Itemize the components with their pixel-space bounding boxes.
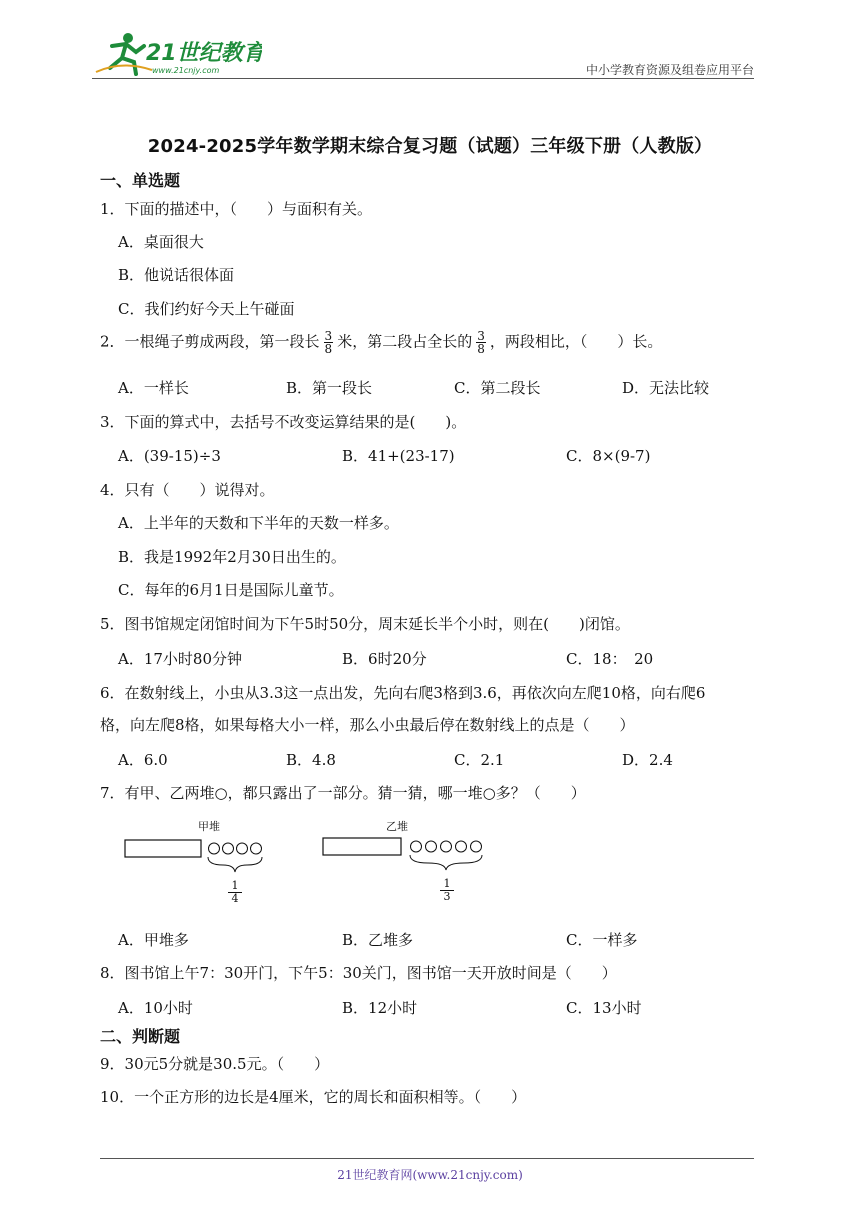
q7-option-a: A．甲堆多 [118, 931, 189, 949]
q7-fig1-numerator: 1 [228, 880, 242, 893]
footer-divider [100, 1158, 754, 1159]
q7-figure-jia [120, 812, 280, 922]
q2-frac1-denominator: 8 [324, 342, 333, 356]
q7-fig2-denominator: 3 [443, 890, 451, 903]
question-2 [100, 330, 662, 355]
q7-fig2-numerator: 1 [440, 878, 454, 891]
q5-option-b: B．6时20分 [342, 650, 427, 668]
q8-option-c: C．13小时 [566, 999, 642, 1017]
q2-frac2-numerator: 3 [477, 329, 485, 343]
question-6-line-1: 6．在数射线上，小虫从3.3这一点出发，先向右爬3格到3.6，再依次向左爬10格，向右爬6 [100, 684, 706, 702]
logo-url: www.21cnjy.com [152, 66, 220, 75]
q7-fig1-denominator: 4 [231, 892, 239, 905]
section-heading-single-choice: 一、单选题 [100, 171, 181, 190]
q8-option-a: A．10小时 [118, 999, 193, 1017]
q4-option-c: C．每年的6月1日是国际儿童节。 [118, 581, 344, 599]
runner-logo-icon [92, 30, 262, 78]
question-9: 9．30元5分就是30.5元。（ ） [100, 1055, 330, 1073]
q1-option-a: A．桌面很大 [118, 233, 204, 251]
q2-fraction-1 [324, 330, 334, 355]
q4-option-a: A．上半年的天数和下半年的天数一样多。 [118, 514, 399, 532]
question-5: 5．图书馆规定闭馆时间为下午5时50分，周末延长半个小时，则在( )闭馆。 [100, 615, 630, 633]
section-heading-true-false: 二、判断题 [100, 1027, 181, 1046]
q3-option-c: C．8×(9-7) [566, 447, 651, 465]
q3-option-b: B．41+(23-17) [342, 447, 455, 465]
q7-fig2-drawing [318, 812, 498, 922]
q2-text-pre: 2．一根绳子剪成两段，第一段长 [100, 332, 320, 351]
q6-option-d: D．2.4 [622, 751, 673, 769]
q6-option-c: C．2.1 [454, 751, 505, 769]
q7-figure-yi [318, 812, 498, 922]
header-platform-text: 中小学教育资源及组卷应用平台 [585, 63, 754, 77]
header-divider [92, 78, 754, 79]
q4-option-b: B．我是1992年2月30日出生的。 [118, 548, 346, 566]
q6-option-a: A．6.0 [118, 751, 168, 769]
q7-fig1-fraction [228, 880, 242, 905]
question-10: 10．一个正方形的边长是4厘米，它的周长和面积相等。（ ） [100, 1088, 527, 1106]
q5-option-c: C．18： 20 [566, 650, 654, 668]
question-1: 1．下面的描述中，（ ）与面积有关。 [100, 200, 373, 218]
q2-frac1-numerator: 3 [324, 329, 333, 343]
site-logo [92, 30, 262, 78]
q2-option-c: C．第二段长 [454, 379, 541, 397]
q2-frac2-denominator: 8 [477, 342, 485, 356]
question-6-line-2: 格，向左爬8格，如果每格大小一样，那么小虫最后停在数射线上的点是（ ） [100, 716, 635, 734]
question-8: 8．图书馆上午7：30开门，下午5：30关门，图书馆一天开放时间是（ ） [100, 964, 617, 982]
q2-option-d: D．无法比较 [622, 379, 710, 397]
question-3: 3．下面的算式中，去括号不改变运算结果的是( )。 [100, 413, 467, 431]
logo-text: 21世纪教育 [146, 41, 262, 66]
q2-option-a: A．一样长 [118, 379, 189, 397]
q7-fig2-label: 乙堆 [386, 820, 408, 833]
q1-option-c: C．我们约好今天上午碰面 [118, 300, 295, 318]
q8-option-b: B．12小时 [342, 999, 418, 1017]
q6-option-b: B．4.8 [286, 751, 336, 769]
q7-fig2-fraction [440, 878, 454, 903]
q2-fraction-2 [476, 330, 486, 355]
page-title: 2024-2025学年数学期末综合复习题（试题）三年级下册（人教版） [147, 136, 713, 157]
q3-option-a: A．(39-15)÷3 [118, 447, 221, 465]
q7-fig1-drawing [120, 812, 280, 922]
q7-fig1-label: 甲堆 [198, 820, 220, 833]
q2-text-mid: 米，第二段占全长的 [337, 332, 473, 351]
q2-option-b: B．第一段长 [286, 379, 373, 397]
footer-source-link[interactable]: 21世纪教育网(www.21cnjy.com) [337, 1168, 523, 1182]
q7-option-b: B．乙堆多 [342, 931, 414, 949]
q5-option-a: A．17小时80分钟 [118, 650, 243, 668]
q7-option-c: C．一样多 [566, 931, 638, 949]
q1-option-b: B．他说话很体面 [118, 266, 235, 284]
q2-text-post: ，两段相比，（ ）长。 [489, 332, 663, 351]
question-4: 4．只有（ ）说得对。 [100, 481, 275, 499]
question-7: 7．有甲、乙两堆○，都只露出了一部分。猜一猜，哪一堆○多？（ ） [100, 784, 586, 802]
